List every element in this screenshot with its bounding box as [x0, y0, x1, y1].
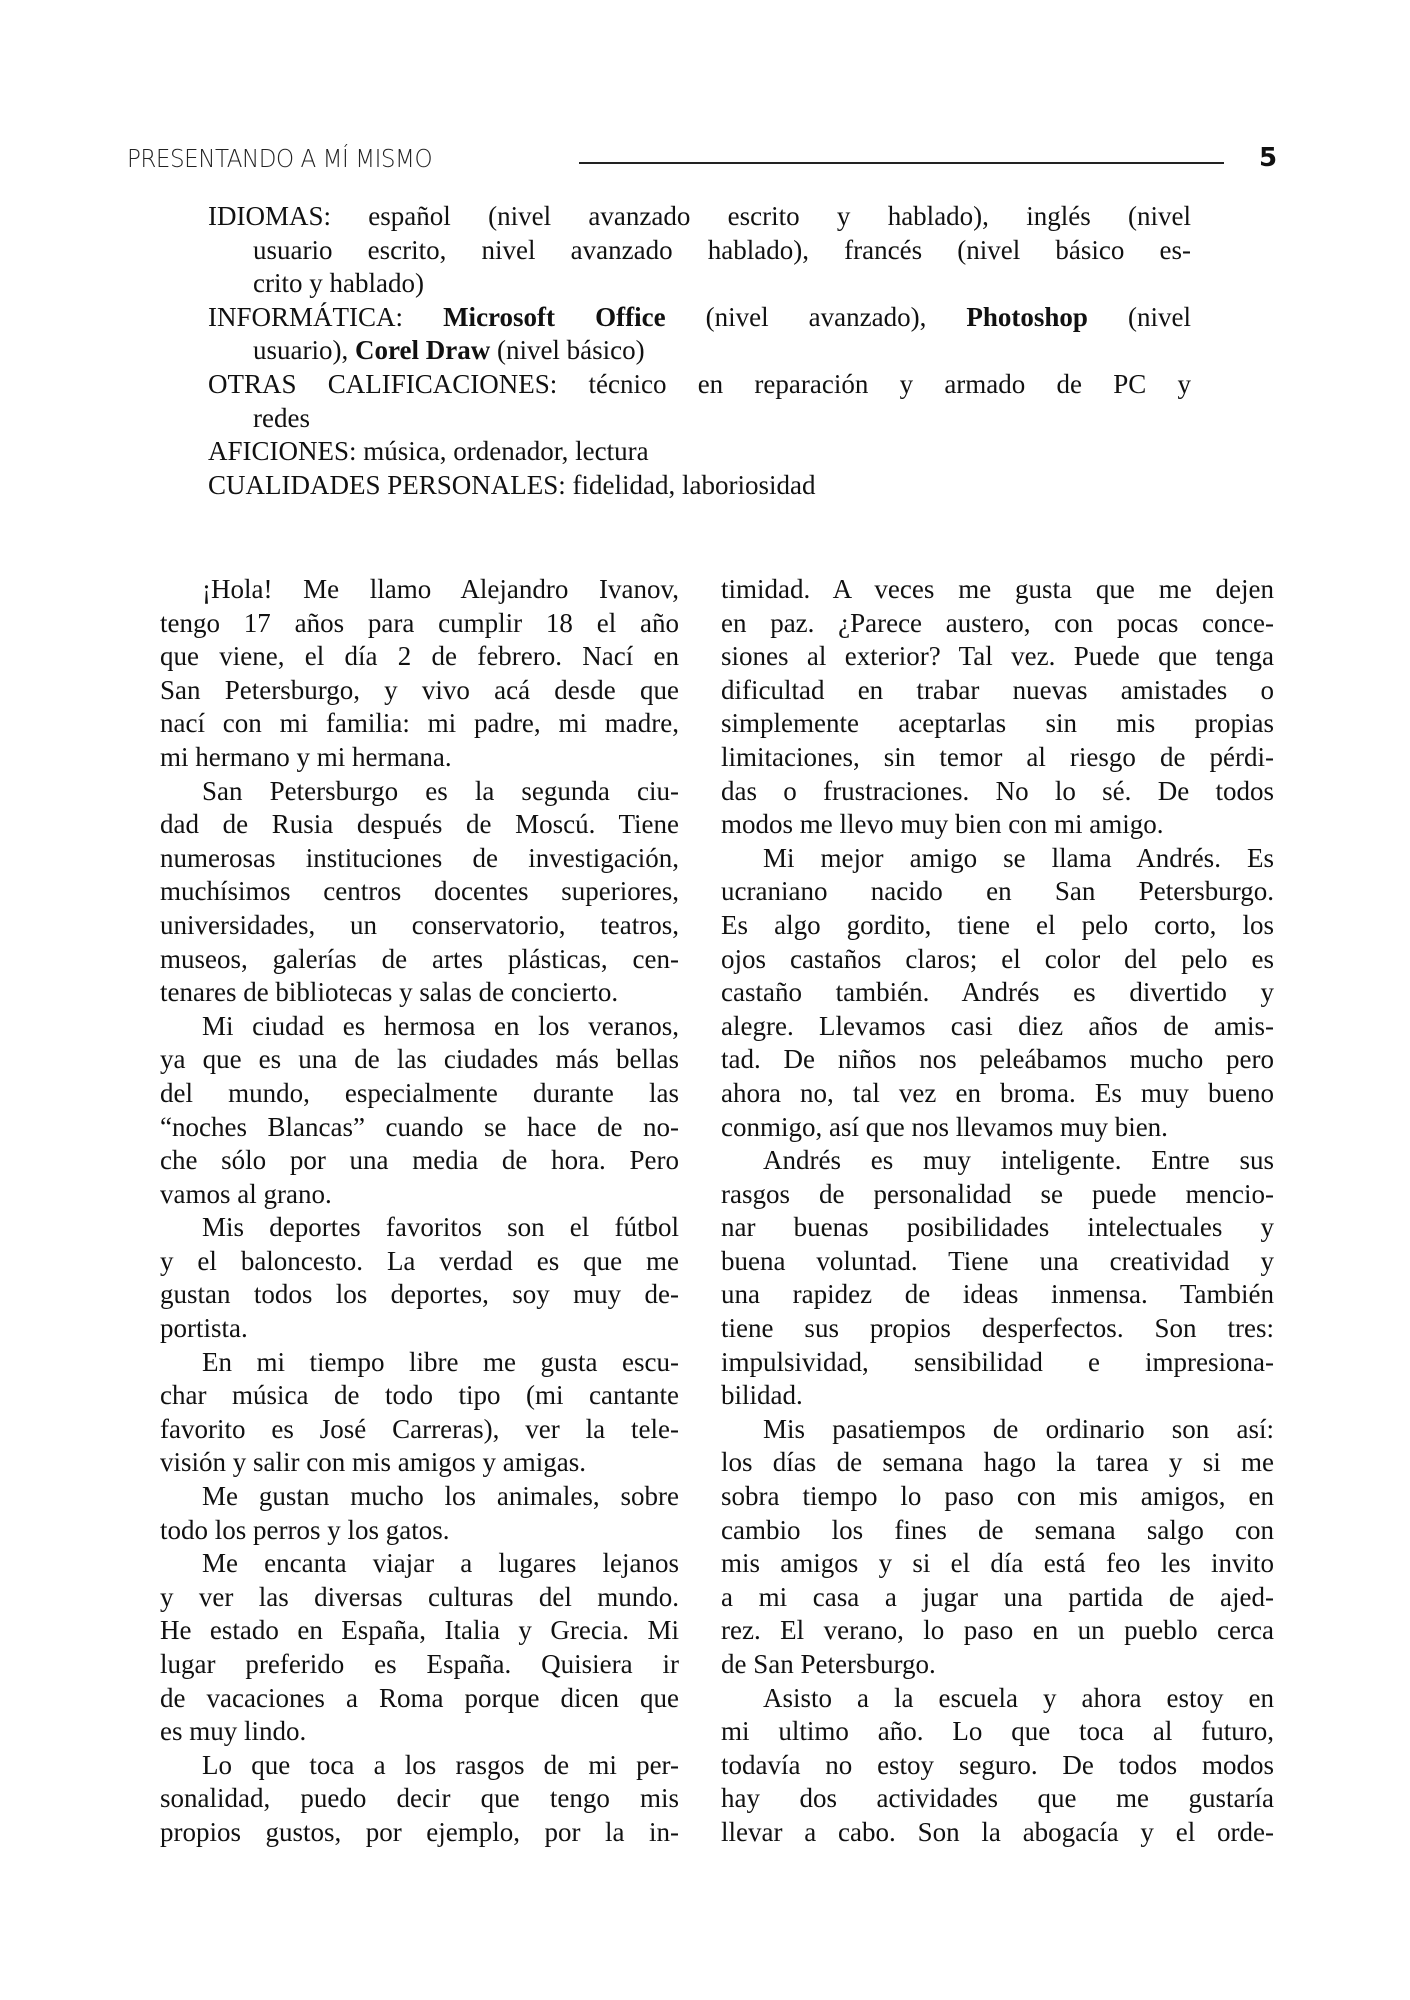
- text-segment: usuario),: [253, 335, 355, 366]
- paragraph: [160, 1480, 679, 1547]
- text-line: portista.: [160, 1313, 248, 1344]
- text-line: siones al exterior? Tal vez. Puede que tenga: [721, 641, 1274, 672]
- text-line: gustan todos los deportes, soy muy de-: [160, 1279, 679, 1310]
- profile-line: [208, 469, 1191, 503]
- paragraph: [721, 1682, 1274, 1850]
- text-line: vamos al grano.: [160, 1178, 332, 1209]
- text-line: todavía no estoy seguro. De todos modos: [721, 1749, 1274, 1780]
- profile-line: [208, 267, 1191, 301]
- text-line: propios gustos, por ejemplo, por la in-: [160, 1816, 679, 1847]
- paragraph: [160, 1010, 679, 1212]
- header-rule: [579, 162, 1224, 164]
- profile-line: [208, 334, 1191, 368]
- running-header-title: PRESENTANDO A MÍ MISMO: [127, 144, 433, 173]
- text-line: una rapidez de ideas inmensa. También: [721, 1279, 1274, 1310]
- bold-term: Photoshop: [966, 301, 1088, 332]
- text-line: visión y salir con mis amigos y amigas.: [160, 1447, 586, 1478]
- text-line: nar buenas posibilidades intelectuales y: [721, 1212, 1274, 1243]
- paragraph: [721, 573, 1274, 842]
- text-line: Mis pasatiempos de ordinario son así:: [763, 1413, 1274, 1444]
- text-line: muchísimos centros docentes superiores,: [160, 876, 679, 907]
- text-line: Asisto a la escuela y ahora estoy en: [763, 1682, 1274, 1713]
- text-line: Mi ciudad es hermosa en los veranos,: [202, 1010, 679, 1041]
- paragraph: [721, 842, 1274, 1144]
- text-line: museos, galerías de artes plásticas, cen-: [160, 943, 679, 974]
- profile-line: [208, 200, 1191, 234]
- profile-line: [208, 435, 1191, 469]
- paragraph: [721, 1144, 1274, 1413]
- text-line: cambio los fines de semana salgo con: [721, 1514, 1274, 1545]
- text-line: buena voluntad. Tiene una creatividad y: [721, 1245, 1274, 1276]
- text-line: En mi tiempo libre me gusta escu-: [202, 1346, 679, 1377]
- text-line: rez. El verano, lo paso en un pueblo cerca: [721, 1615, 1274, 1646]
- bold-term: Microsoft Office: [443, 301, 666, 332]
- profile-section: [208, 200, 1191, 502]
- text-segment: redes: [253, 402, 310, 433]
- text-line: y ver las diversas culturas del mundo.: [160, 1581, 679, 1612]
- text-line: numerosas instituciones de investigación,: [160, 842, 679, 873]
- text-line: mi hermano y mi hermana.: [160, 741, 452, 772]
- paragraph: [160, 775, 679, 1010]
- paragraph: [160, 1211, 679, 1345]
- text-line: que viene, el día 2 de febrero. Nací en: [160, 641, 679, 672]
- text-line: char música de todo tipo (mi cantante: [160, 1380, 679, 1411]
- profile-item-idiomas: [208, 200, 1191, 301]
- column-right: [721, 573, 1274, 1850]
- text-line: Me encanta viajar a lugares lejanos: [202, 1548, 679, 1579]
- text-line: sonalidad, puedo decir que tengo mis: [160, 1783, 679, 1814]
- paragraph: [160, 1346, 679, 1480]
- profile-item-informatica: [208, 301, 1191, 368]
- text-line: los días de semana hago la tarea y si me: [721, 1447, 1274, 1478]
- text-line: che sólo por una media de hora. Pero: [160, 1145, 679, 1176]
- text-line: bilidad.: [721, 1380, 803, 1411]
- text-segment: OTRAS CALIFICACIONES: técnico en reparación y armado de PC y: [208, 368, 1191, 399]
- text-line: ¡Hola! Me llamo Alejandro Ivanov,: [202, 574, 679, 604]
- text-segment: (nivel básico): [490, 335, 645, 366]
- text-line: simplemente aceptarlas sin mis propias: [721, 708, 1274, 739]
- text-line: rasgos de personalidad se puede mencio-: [721, 1178, 1274, 1209]
- text-line: castaño también. Andrés es divertido y: [721, 977, 1274, 1008]
- text-line: del mundo, especialmente durante las: [160, 1077, 679, 1108]
- text-line: conmigo, así que nos llevamos muy bien.: [721, 1111, 1168, 1142]
- text-line: hay dos actividades que me gustaría: [721, 1783, 1274, 1814]
- text-line: sobra tiempo lo paso con mis amigos, en: [721, 1481, 1274, 1512]
- text-line: Mi mejor amigo se llama Andrés. Es: [763, 842, 1274, 873]
- text-line: “noches Blancas” cuando se hace de no-: [160, 1111, 679, 1142]
- text-line: tiene sus propios desperfectos. Son tres:: [721, 1313, 1274, 1344]
- text-line: llevar a cabo. Son la abogacía y el orde-: [721, 1816, 1274, 1847]
- text-segment: INFORMÁTICA:: [208, 301, 444, 332]
- text-line: alegre. Llevamos casi diez años de amis-: [721, 1010, 1274, 1041]
- profile-line: [208, 402, 1191, 436]
- text-line: nací con mi familia: mi padre, mi madre,: [160, 708, 679, 739]
- text-line: tad. De niños nos peleábamos mucho pero: [721, 1044, 1274, 1075]
- paragraph: [721, 1413, 1274, 1682]
- text-line: mis amigos y si el día está feo les invito: [721, 1548, 1274, 1579]
- page-number: 5: [1259, 143, 1278, 173]
- text-line: favorito es José Carreras), ver la tele-: [160, 1413, 679, 1444]
- text-line: He estado en España, Italia y Grecia. Mi: [160, 1615, 679, 1646]
- text-segment: (nivel: [1087, 301, 1191, 332]
- profile-line: [208, 301, 1191, 335]
- paragraph: [160, 1749, 679, 1850]
- text-line: universidades, un conservatorio, teatros,: [160, 909, 679, 940]
- text-line: en paz. ¿Parece austero, con pocas conce-: [721, 607, 1274, 638]
- text-line: mi ultimo año. Lo que toca al futuro,: [721, 1716, 1274, 1747]
- text-line: dad de Rusia después de Moscú. Tiene: [160, 809, 679, 840]
- text-line: y el baloncesto. La verdad es que me: [160, 1245, 679, 1276]
- text-line: San Petersburgo es la segunda ciu-: [202, 775, 679, 806]
- text-segment: (nivel avanzado),: [665, 301, 967, 332]
- paragraph: [160, 573, 679, 775]
- text-line: impulsividad, sensibilidad e impresiona-: [721, 1346, 1274, 1377]
- text-line: timidad. A veces me gusta que me dejen: [721, 574, 1274, 604]
- text-line: a mi casa a jugar una partida de ajed-: [721, 1581, 1274, 1612]
- text-line: dificultad en trabar nuevas amistades o: [721, 674, 1274, 705]
- text-line: tengo 17 años para cumplir 18 el año: [160, 607, 679, 638]
- text-line: lugar preferido es España. Quisiera ir: [160, 1649, 679, 1679]
- profile-item-cualidades-personales: [208, 469, 1191, 503]
- text-line: ahora no, tal vez en broma. Es muy bueno: [721, 1077, 1274, 1108]
- text-line: modos me llevo muy bien con mi amigo.: [721, 809, 1164, 840]
- text-line: das o frustraciones. No lo sé. De todos: [721, 775, 1274, 806]
- text-segment: crito y hablado): [253, 268, 424, 299]
- text-line: Es algo gordito, tiene el pelo corto, los: [721, 909, 1274, 940]
- text-line: Andrés es muy inteligente. Entre sus: [763, 1145, 1274, 1176]
- profile-item-aficiones: [208, 435, 1191, 469]
- paragraph: [160, 1547, 679, 1749]
- text-line: Mis deportes favoritos son el fútbol: [202, 1212, 679, 1243]
- text-line: Lo que toca a los rasgos de mi per-: [202, 1749, 679, 1780]
- profile-line: [208, 368, 1191, 402]
- profile-item-otras-calificaciones: [208, 368, 1191, 435]
- text-line: de vacaciones a Roma porque dicen que: [160, 1682, 679, 1713]
- text-segment: AFICIONES: música, ordenador, lectura: [208, 436, 649, 467]
- text-segment: IDIOMAS: español (nivel avanzado escrito y hablado), inglés (nivel: [208, 201, 1191, 231]
- text-line: limitaciones, sin temor al riesgo de pérdi-: [721, 741, 1274, 772]
- profile-line: [208, 234, 1191, 268]
- text-segment: usuario escrito, nivel avanzado hablado), francés (nivel básico es-: [253, 234, 1191, 265]
- text-line: ucraniano nacido en San Petersburgo.: [721, 876, 1274, 907]
- text-segment: CUALIDADES PERSONALES: fidelidad, laboriosidad: [208, 469, 816, 500]
- text-line: Me gustan mucho los animales, sobre: [202, 1481, 679, 1512]
- bold-term: Corel Draw: [354, 335, 491, 366]
- column-left: [160, 573, 679, 1850]
- text-line: San Petersburgo, y vivo acá desde que: [160, 674, 679, 705]
- text-line: de San Petersburgo.: [721, 1649, 936, 1679]
- text-line: ojos castaños claros; el color del pelo es: [721, 943, 1274, 974]
- text-line: es muy lindo.: [160, 1716, 307, 1747]
- text-line: tenares de bibliotecas y salas de concierto.: [160, 977, 619, 1008]
- text-line: ya que es una de las ciudades más bellas: [160, 1044, 679, 1075]
- text-line: todo los perros y los gatos.: [160, 1514, 450, 1545]
